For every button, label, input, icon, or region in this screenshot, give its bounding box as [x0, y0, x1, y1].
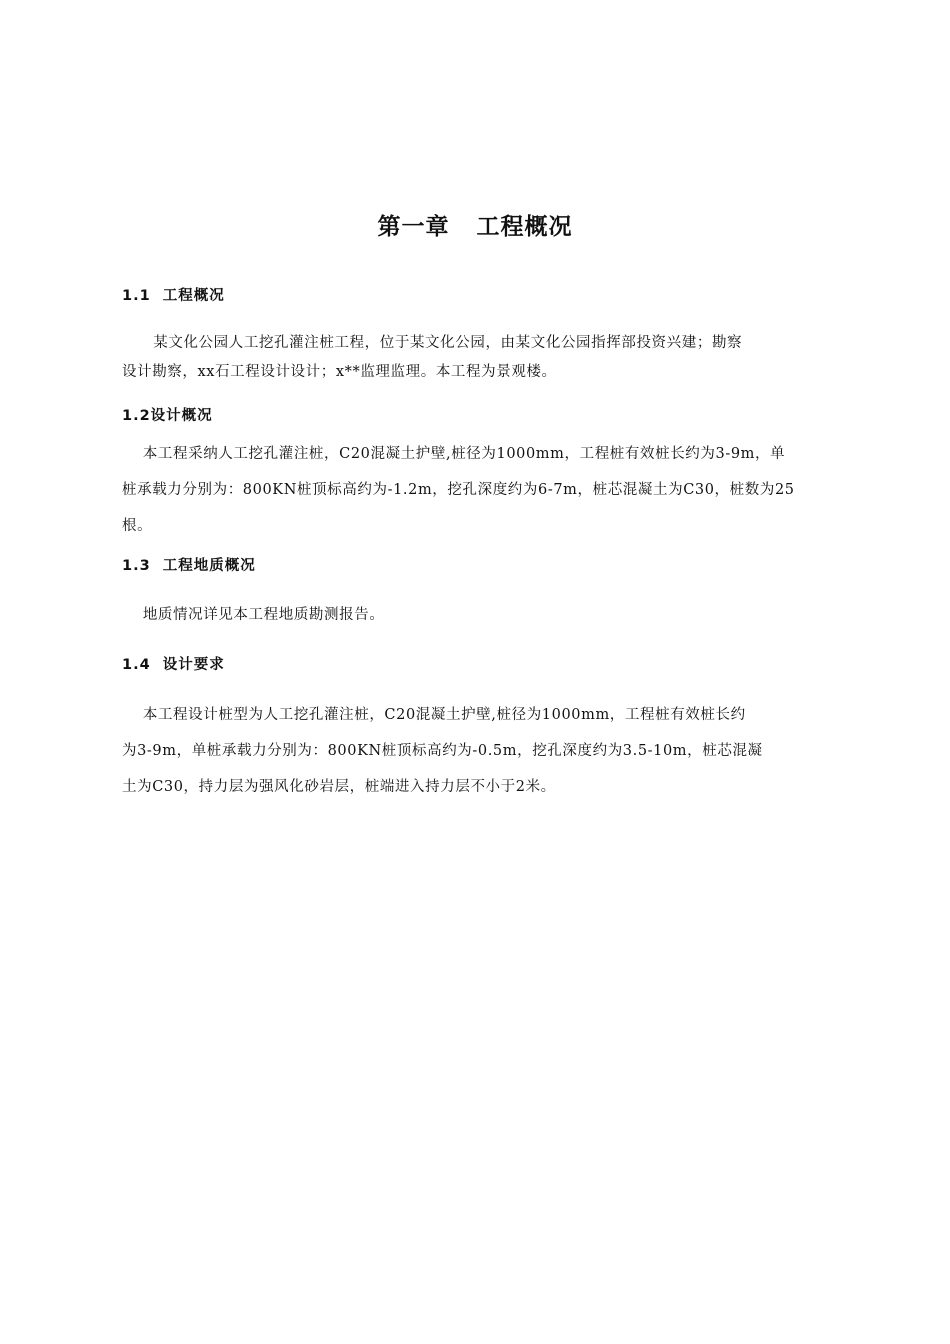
paragraph-line: 某文化公园人工挖孔灌注桩工程，位于某文化公园，由某文化公园指挥部投资兴建；勘察 [122, 335, 743, 351]
section-heading-1-4: 1.4 设计要求 [122, 657, 225, 673]
section-paragraph-1-3 [122, 603, 838, 639]
paragraph-line: 本工程设计桩型为人工挖孔灌注桩，C20混凝土护壁,桩径为1000mm，工程桩有效桩长约 [122, 707, 746, 723]
section-paragraph-1-4 [122, 703, 838, 811]
section-paragraph-1-1 [122, 331, 838, 389]
section-paragraph-1-2 [122, 442, 838, 550]
section-heading-1-1: 1.1 工程概况 [122, 288, 225, 304]
paragraph-line: 为3-9m，单桩承载力分别为：800KN桩顶标高约为-0.5m，挖孔深度约为3.5-10m，桩芯混凝 [122, 743, 763, 759]
section-heading-1-3: 1.3 工程地质概况 [122, 558, 256, 574]
paragraph-line: 桩承载力分别为：800KN桩顶标高约为-1.2m，挖孔深度约为6-7m，桩芯混凝土为C30，桩数为25 [122, 482, 795, 498]
paragraph-line: 土为C30，持力层为强风化砂岩层，桩端进入持力层不小于2米。 [122, 779, 556, 795]
paragraph-line: 地质情况详见本工程地质勘测报告。 [122, 607, 385, 623]
paragraph-line: 设计勘察，xx石工程设计设计；x**监理监理。本工程为景观楼。 [122, 364, 557, 380]
chapter-title: 第一章 工程概况 [377, 214, 573, 240]
paragraph-line: 本工程采纳人工挖孔灌注桩，C20混凝土护壁,桩径为1000mm，工程桩有效桩长约为3-9m，单 [122, 446, 786, 462]
paragraph-line: 根。 [122, 518, 153, 534]
section-heading-1-2: 1.2设计概况 [122, 408, 213, 424]
